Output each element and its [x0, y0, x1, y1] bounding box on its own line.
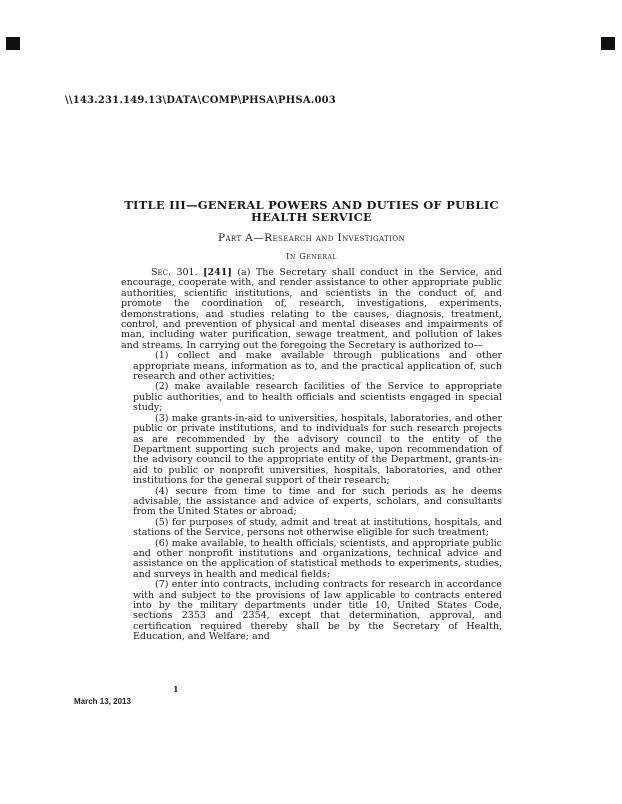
title-line-2: HEALTH SERVICE	[250, 210, 373, 224]
list-item: (1) collect and make available through publications and other appropriate means, information as to, and the practical application of, such research and other activities;	[133, 350, 502, 383]
list-item: (6) make available, to health officials, scientists, and appropriate public and other nonprofit institutions and organizations, technical advice and assistance on the application of statistical methods to experiments, studies, and surveys in health and medical fields;	[133, 537, 502, 580]
footer-date: March 13, 2013	[74, 697, 131, 706]
list-item: (7) enter into contracts, including contracts for research in accordance with and subject to the provisions of law applicable to contracts entered into by the military departments under title 10, United States Code, sections 2353 and 2354, except that determination, approval, and certification required thereby shall be by the Secretary of Health, Education, and Welfare; and	[133, 579, 502, 643]
list-item: (4) secure from time to time and for such periods as he deems advisable, the assistance and advice of experts, scholars, and consultants from the United States or abroad;	[133, 485, 502, 518]
section-label: Sec. 301.	[151, 267, 198, 278]
registration-mark-left	[6, 37, 20, 50]
file-path: \\143.231.149.13\DATA\COMP\PHSA\PHSA.003	[65, 95, 336, 106]
part-heading: Part A—Research and Investigation	[218, 232, 405, 244]
in-general-heading: In General	[286, 252, 337, 262]
document-title	[121, 199, 502, 223]
list-item: (5) for purposes of study, admit and treat at institutions, hospitals, and stations of the Service, persons not otherwise eligible for such treatment;	[133, 516, 502, 539]
document-body	[121, 199, 502, 643]
title-line-1: TITLE III—GENERAL POWERS AND DUTIES OF PUBLIC	[124, 198, 499, 212]
intro-text: (a) The Secretary shall conduct in the Service, and encourage, cooperate with, and render assistance to other appropriate public authorities, scientific institutions, and scientists in the conduct of, and promote the coordination of, research, investigations, experiments, demonstrations, and studies relating to the causes, diagnosis, treatment, control, and prevention of physical and mental diseases and impairments of man, including water purification, sewage treatment, and pollution of lakes and streams. In carrying out the foregoing the Secretary is authorized to—	[121, 267, 502, 351]
section-301-text	[121, 268, 502, 643]
section-intro-paragraph	[121, 268, 502, 351]
list-item: (3) make grants-in-aid to universities, hospitals, laboratories, and other public or private institutions, and to individuals for such research projects as are recommended by the advisory council to the entity of the Department supporting such projects and make, upon recommendation of the advisory council to the appropriate entity of the Department, grants-in-aid to public or nonprofit universities, hospitals, laboratories, and other institutions for the general support of their research;	[133, 412, 502, 487]
registration-mark-right	[601, 37, 615, 50]
list-item: (2) make available research facilities of the Service to appropriate public authorities, and to health officials and scientists engaged in special study;	[133, 381, 502, 414]
code-reference: [241]	[203, 267, 232, 278]
page-number: 1	[173, 684, 179, 694]
